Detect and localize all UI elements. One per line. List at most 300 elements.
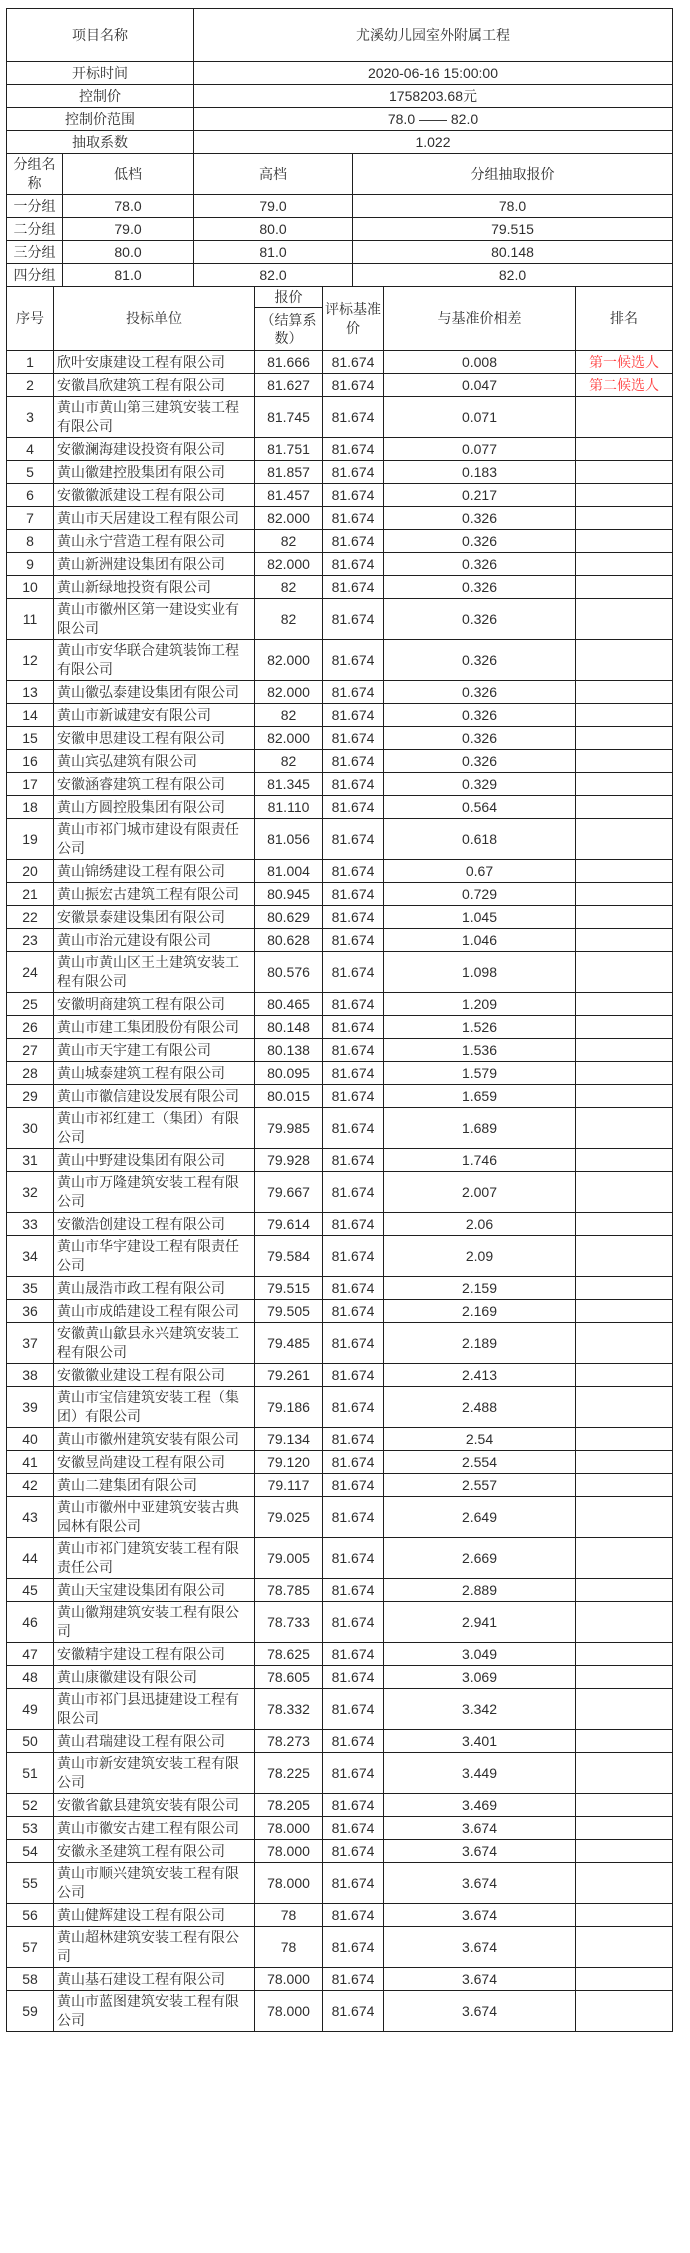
bid-price: 79.134: [255, 1428, 323, 1451]
bid-rank: [576, 640, 673, 681]
table-row: [7, 1840, 673, 1863]
bid-price: 81.457: [255, 484, 323, 507]
bid-no: 22: [7, 906, 54, 929]
info-value-coefficient: 1.022: [194, 131, 673, 154]
bid-company: 安徽申思建设工程有限公司: [54, 727, 255, 750]
table-row: [7, 1968, 673, 1991]
bid-no: 9: [7, 553, 54, 576]
bid-price: 79.261: [255, 1364, 323, 1387]
bid-diff: 3.674: [384, 1904, 576, 1927]
bid-price: 79.928: [255, 1149, 323, 1172]
table-row: [7, 1497, 673, 1538]
bid-price: 79.025: [255, 1497, 323, 1538]
bid-company: 黄山市天居建设工程有限公司: [54, 507, 255, 530]
table-row: [7, 576, 673, 599]
bid-no: 21: [7, 883, 54, 906]
bid-base-price: 81.674: [323, 1236, 384, 1277]
bid-base-price: 81.674: [323, 750, 384, 773]
table-row: [7, 929, 673, 952]
bid-diff: 1.045: [384, 906, 576, 929]
bid-rank: [576, 1085, 673, 1108]
bid-diff: 1.689: [384, 1108, 576, 1149]
info-label-coefficient: 抽取系数: [7, 131, 194, 154]
bid-diff: 3.674: [384, 1817, 576, 1840]
bid-price: 79.515: [255, 1277, 323, 1300]
bid-no: 26: [7, 1016, 54, 1039]
table-row: [7, 993, 673, 1016]
bid-rank: [576, 773, 673, 796]
info-value-open-time: 2020-06-16 15:00:00: [194, 62, 673, 85]
bid-price: 80.095: [255, 1062, 323, 1085]
bid-diff: 3.674: [384, 1927, 576, 1968]
bid-base-price: 81.674: [323, 397, 384, 438]
bid-company: 黄山徽建控股集团有限公司: [54, 461, 255, 484]
bid-company: 黄山市祁门城市建设有限责任公司: [54, 819, 255, 860]
bid-rank: [576, 1794, 673, 1817]
bid-base-price: 81.674: [323, 1579, 384, 1602]
bid-company: 黄山市新安建筑安装工程有限公司: [54, 1753, 255, 1794]
bid-diff: 2.007: [384, 1172, 576, 1213]
group-name: 二分组: [7, 218, 63, 241]
bid-base-price: 81.674: [323, 819, 384, 860]
table-row: [7, 906, 673, 929]
table-row: [7, 1927, 673, 1968]
bid-rank: [576, 1817, 673, 1840]
table-row: [7, 195, 673, 218]
table-row: [7, 883, 673, 906]
bid-price: 82: [255, 599, 323, 640]
bid-header-row: [7, 287, 673, 351]
bid-base-price: 81.674: [323, 952, 384, 993]
bid-base-price: 81.674: [323, 1016, 384, 1039]
bid-diff: 2.554: [384, 1451, 576, 1474]
group-high: 81.0: [194, 241, 353, 264]
table-row: [7, 1149, 673, 1172]
bid-company: 安徽涵睿建筑工程有限公司: [54, 773, 255, 796]
bid-diff: 3.342: [384, 1689, 576, 1730]
bid-price: 82.000: [255, 640, 323, 681]
bid-company: 黄山城泰建筑工程有限公司: [54, 1062, 255, 1085]
bid-table-body: [7, 351, 673, 2032]
bid-base-price: 81.674: [323, 351, 384, 374]
bid-rank: [576, 1863, 673, 1904]
bid-base-price: 81.674: [323, 929, 384, 952]
table-row: [7, 860, 673, 883]
bid-base-price: 81.674: [323, 438, 384, 461]
bid-rank: [576, 1016, 673, 1039]
table-row: [7, 796, 673, 819]
bid-diff: 1.536: [384, 1039, 576, 1062]
bid-company: 黄山市华宇建设工程有限责任公司: [54, 1236, 255, 1277]
bid-base-price: 81.674: [323, 1794, 384, 1817]
bid-base-price: 81.674: [323, 993, 384, 1016]
bid-base-price: 81.674: [323, 1451, 384, 1474]
bid-diff: 1.526: [384, 1016, 576, 1039]
group-drawn-quote: 82.0: [353, 264, 673, 287]
bid-no: 10: [7, 576, 54, 599]
bid-no: 42: [7, 1474, 54, 1497]
group-low: 81.0: [63, 264, 194, 287]
table-row: [7, 374, 673, 397]
info-label-control-price: 控制价: [7, 85, 194, 108]
bid-price: 81.857: [255, 461, 323, 484]
table-row: [7, 1277, 673, 1300]
bid-base-price: 81.674: [323, 1497, 384, 1538]
table-row: [7, 131, 673, 154]
bid-price: 81.627: [255, 374, 323, 397]
bid-rank: [576, 1387, 673, 1428]
bid-base-price: 81.674: [323, 1323, 384, 1364]
group-drawn-quote: 79.515: [353, 218, 673, 241]
group-high: 82.0: [194, 264, 353, 287]
bid-diff: 3.449: [384, 1753, 576, 1794]
bid-price: 79.584: [255, 1236, 323, 1277]
table-row: [7, 1364, 673, 1387]
bid-diff: 2.557: [384, 1474, 576, 1497]
bid-no: 37: [7, 1323, 54, 1364]
bid-company: 黄山君瑞建设工程有限公司: [54, 1730, 255, 1753]
group-header-high: 高档: [194, 154, 353, 195]
bid-diff: 1.746: [384, 1149, 576, 1172]
bid-company: 黄山徽弘泰建设集团有限公司: [54, 681, 255, 704]
table-row: [7, 1794, 673, 1817]
bid-price: 82: [255, 704, 323, 727]
info-value-control-price: 1758203.68元: [194, 85, 673, 108]
bid-price: 78.205: [255, 1794, 323, 1817]
bid-base-price: 81.674: [323, 1991, 384, 2032]
bid-diff: 2.488: [384, 1387, 576, 1428]
table-row: [7, 1602, 673, 1643]
bid-price: 82: [255, 750, 323, 773]
bid-rank: [576, 553, 673, 576]
table-row: [7, 1991, 673, 2032]
bid-company: 黄山康徽建设有限公司: [54, 1666, 255, 1689]
bid-diff: 0.326: [384, 640, 576, 681]
table-row: [7, 553, 673, 576]
bid-base-price: 81.674: [323, 1039, 384, 1062]
bid-no: 3: [7, 397, 54, 438]
bid-no: 12: [7, 640, 54, 681]
bid-no: 4: [7, 438, 54, 461]
bid-price: 81.666: [255, 351, 323, 374]
bid-diff: 1.579: [384, 1062, 576, 1085]
bid-table: [6, 286, 673, 2032]
bid-base-price: 81.674: [323, 860, 384, 883]
info-value-project-name: 尤溪幼儿园室外附属工程: [194, 9, 673, 62]
bid-company: 黄山晟浩市政工程有限公司: [54, 1277, 255, 1300]
bid-company: 黄山基石建设工程有限公司: [54, 1968, 255, 1991]
bid-no: 59: [7, 1991, 54, 2032]
bid-company: 黄山中野建设集团有限公司: [54, 1149, 255, 1172]
bid-rank: [576, 1643, 673, 1666]
bid-no: 25: [7, 993, 54, 1016]
bid-base-price: 81.674: [323, 576, 384, 599]
bid-rank: [576, 727, 673, 750]
table-row: [7, 1666, 673, 1689]
bid-price: 81.345: [255, 773, 323, 796]
bid-company: 黄山市安华联合建筑装饰工程有限公司: [54, 640, 255, 681]
table-row: [7, 1062, 673, 1085]
table-row: [7, 1039, 673, 1062]
bid-price: 80.629: [255, 906, 323, 929]
bid-header-price: [255, 287, 323, 351]
bid-price: 82.000: [255, 507, 323, 530]
bid-company: 黄山市建工集团股份有限公司: [54, 1016, 255, 1039]
bid-diff: 0.071: [384, 397, 576, 438]
bid-price: 78.000: [255, 1991, 323, 2032]
table-row: [7, 599, 673, 640]
table-row: [7, 1730, 673, 1753]
bid-company: 黄山市黄山区王土建筑安装工程有限公司: [54, 952, 255, 993]
bid-no: 52: [7, 1794, 54, 1817]
bid-price: 78: [255, 1927, 323, 1968]
bid-company: 黄山超林建筑安装工程有限公司: [54, 1927, 255, 1968]
group-high: 80.0: [194, 218, 353, 241]
table-row: [7, 1753, 673, 1794]
table-row: [7, 1323, 673, 1364]
bid-price: 78.225: [255, 1753, 323, 1794]
bid-base-price: 81.674: [323, 1538, 384, 1579]
bid-rank: [576, 1991, 673, 2032]
bid-rank: [576, 507, 673, 530]
table-row: [7, 1428, 673, 1451]
bid-base-price: 81.674: [323, 1085, 384, 1108]
bid-price: 78.733: [255, 1602, 323, 1643]
bid-base-price: 81.674: [323, 374, 384, 397]
table-row: [7, 1300, 673, 1323]
bid-no: 43: [7, 1497, 54, 1538]
bid-price: 78.273: [255, 1730, 323, 1753]
bid-company: 黄山市徽安古建工程有限公司: [54, 1817, 255, 1840]
bid-diff: 2.941: [384, 1602, 576, 1643]
bid-base-price: 81.674: [323, 530, 384, 553]
bid-no: 24: [7, 952, 54, 993]
bid-rank: [576, 1730, 673, 1753]
bid-no: 13: [7, 681, 54, 704]
bid-no: 18: [7, 796, 54, 819]
table-row: [7, 1863, 673, 1904]
table-row: [7, 1474, 673, 1497]
bid-company: 黄山市祁门县迅捷建设工程有限公司: [54, 1689, 255, 1730]
bid-price: 81.745: [255, 397, 323, 438]
bid-company: 黄山二建集团有限公司: [54, 1474, 255, 1497]
bid-base-price: 81.674: [323, 1904, 384, 1927]
table-row: [7, 819, 673, 860]
bid-company: 黄山市祁门建筑安装工程有限责任公司: [54, 1538, 255, 1579]
bid-diff: 2.09: [384, 1236, 576, 1277]
bid-base-price: 81.674: [323, 1927, 384, 1968]
bid-rank: [576, 993, 673, 1016]
bid-diff: 2.159: [384, 1277, 576, 1300]
bid-company: 黄山市蓝图建筑安装工程有限公司: [54, 1991, 255, 2032]
bid-base-price: 81.674: [323, 507, 384, 530]
bid-price: 78.000: [255, 1817, 323, 1840]
bid-rank: [576, 599, 673, 640]
info-label-control-range: 控制价范围: [7, 108, 194, 131]
group-drawn-quote: 78.0: [353, 195, 673, 218]
group-high: 79.0: [194, 195, 353, 218]
bid-base-price: 81.674: [323, 1840, 384, 1863]
bid-no: 57: [7, 1927, 54, 1968]
bid-no: 58: [7, 1968, 54, 1991]
table-row: [7, 530, 673, 553]
bid-no: 40: [7, 1428, 54, 1451]
bid-diff: 2.889: [384, 1579, 576, 1602]
bid-rank: [576, 681, 673, 704]
bid-base-price: 81.674: [323, 1753, 384, 1794]
table-row: [7, 727, 673, 750]
bid-no: 7: [7, 507, 54, 530]
bid-company: 黄山市顺兴建筑安装工程有限公司: [54, 1863, 255, 1904]
table-row: [7, 1689, 673, 1730]
bid-diff: 1.098: [384, 952, 576, 993]
bid-no: 11: [7, 599, 54, 640]
table-row: [7, 507, 673, 530]
bid-diff: 3.674: [384, 1840, 576, 1863]
bid-rank: [576, 1364, 673, 1387]
bid-no: 14: [7, 704, 54, 727]
table-row: [7, 1451, 673, 1474]
bid-diff: 1.659: [384, 1085, 576, 1108]
bid-rank: [576, 461, 673, 484]
bid-diff: 0.326: [384, 507, 576, 530]
bid-price: 79.485: [255, 1323, 323, 1364]
bid-base-price: 81.674: [323, 484, 384, 507]
bid-rank: [576, 1062, 673, 1085]
bid-diff: 3.674: [384, 1991, 576, 2032]
bid-rank: [576, 1172, 673, 1213]
bid-base-price: 81.674: [323, 1689, 384, 1730]
table-row: [7, 1817, 673, 1840]
bid-base-price: 81.674: [323, 1149, 384, 1172]
table-row: [7, 241, 673, 264]
bid-base-price: 81.674: [323, 883, 384, 906]
bid-rank: [576, 1904, 673, 1927]
bid-rank: [576, 1689, 673, 1730]
info-label-project-name: 项目名称: [7, 9, 194, 62]
bid-header-price-line2: （结算系数）: [260, 312, 317, 346]
bid-diff: 0.326: [384, 530, 576, 553]
bid-rank: [576, 484, 673, 507]
bid-diff: 2.06: [384, 1213, 576, 1236]
bid-rank: [576, 704, 673, 727]
bid-base-price: 81.674: [323, 1428, 384, 1451]
bid-rank: [576, 530, 673, 553]
bid-price: 78.605: [255, 1666, 323, 1689]
bid-diff: 0.618: [384, 819, 576, 860]
bid-diff: 0.326: [384, 750, 576, 773]
bid-rank: [576, 1538, 673, 1579]
bid-company: 安徽景泰建设集团有限公司: [54, 906, 255, 929]
bid-company: 黄山市成皓建设工程有限公司: [54, 1300, 255, 1323]
table-row: [7, 438, 673, 461]
bid-base-price: 81.674: [323, 1643, 384, 1666]
table-row: [7, 264, 673, 287]
bid-no: 29: [7, 1085, 54, 1108]
bid-price: 81.004: [255, 860, 323, 883]
bid-no: 16: [7, 750, 54, 773]
bid-price: 80.465: [255, 993, 323, 1016]
bid-rank: [576, 1039, 673, 1062]
group-table-body: [7, 154, 673, 287]
table-row: [7, 704, 673, 727]
group-name: 四分组: [7, 264, 63, 287]
bid-company: 黄山永宁营造工程有限公司: [54, 530, 255, 553]
bid-diff: 3.049: [384, 1643, 576, 1666]
bid-company: 安徽徽派建设工程有限公司: [54, 484, 255, 507]
bid-company: 安徽永圣建筑工程有限公司: [54, 1840, 255, 1863]
bid-no: 55: [7, 1863, 54, 1904]
bid-company: 黄山宾弘建筑有限公司: [54, 750, 255, 773]
bid-rank: [576, 1840, 673, 1863]
table-row: [7, 351, 673, 374]
bid-no: 38: [7, 1364, 54, 1387]
bid-rank: [576, 1927, 673, 1968]
bid-price: 79.985: [255, 1108, 323, 1149]
bid-company: 黄山市万隆建筑安装工程有限公司: [54, 1172, 255, 1213]
bid-price: 80.138: [255, 1039, 323, 1062]
bid-rank: [576, 1579, 673, 1602]
bid-no: 39: [7, 1387, 54, 1428]
bid-price: 82.000: [255, 727, 323, 750]
bid-rank: [576, 819, 673, 860]
bid-price: 80.576: [255, 952, 323, 993]
bid-diff: 3.469: [384, 1794, 576, 1817]
bid-no: 41: [7, 1451, 54, 1474]
bid-no: 30: [7, 1108, 54, 1149]
table-row: [7, 1016, 673, 1039]
bid-rank: [576, 1323, 673, 1364]
bid-diff: 2.649: [384, 1497, 576, 1538]
bid-price: 79.117: [255, 1474, 323, 1497]
bid-company: 安徽昱尚建设工程有限公司: [54, 1451, 255, 1474]
bid-company: 安徽澜海建设投资有限公司: [54, 438, 255, 461]
bid-company: 黄山市徽州建筑安装有限公司: [54, 1428, 255, 1451]
bid-base-price: 81.674: [323, 704, 384, 727]
bid-base-price: 81.674: [323, 1387, 384, 1428]
bid-price: 79.005: [255, 1538, 323, 1579]
bid-base-price: 81.674: [323, 1968, 384, 1991]
bid-no: 23: [7, 929, 54, 952]
bid-diff: 1.046: [384, 929, 576, 952]
bid-company: 安徽省歙县建筑安装有限公司: [54, 1794, 255, 1817]
bid-price: 81.110: [255, 796, 323, 819]
bid-no: 1: [7, 351, 54, 374]
bid-company: 安徽徽业建设工程有限公司: [54, 1364, 255, 1387]
bid-diff: 3.674: [384, 1968, 576, 1991]
bid-no: 31: [7, 1149, 54, 1172]
bid-base-price: 81.674: [323, 1277, 384, 1300]
bid-base-price: 81.674: [323, 1817, 384, 1840]
bid-no: 33: [7, 1213, 54, 1236]
bid-rank: [576, 883, 673, 906]
group-drawn-quote: 80.148: [353, 241, 673, 264]
bid-diff: 0.077: [384, 438, 576, 461]
bid-company: 黄山振宏古建筑工程有限公司: [54, 883, 255, 906]
info-label-open-time: 开标时间: [7, 62, 194, 85]
group-low: 80.0: [63, 241, 194, 264]
bid-rank: [576, 1108, 673, 1149]
bid-price: 78.785: [255, 1579, 323, 1602]
bid-diff: 0.217: [384, 484, 576, 507]
bid-diff: 0.329: [384, 773, 576, 796]
bid-no: 17: [7, 773, 54, 796]
bid-base-price: 81.674: [323, 1364, 384, 1387]
bid-no: 20: [7, 860, 54, 883]
bid-price: 80.015: [255, 1085, 323, 1108]
bid-rank: [576, 1474, 673, 1497]
bid-no: 15: [7, 727, 54, 750]
